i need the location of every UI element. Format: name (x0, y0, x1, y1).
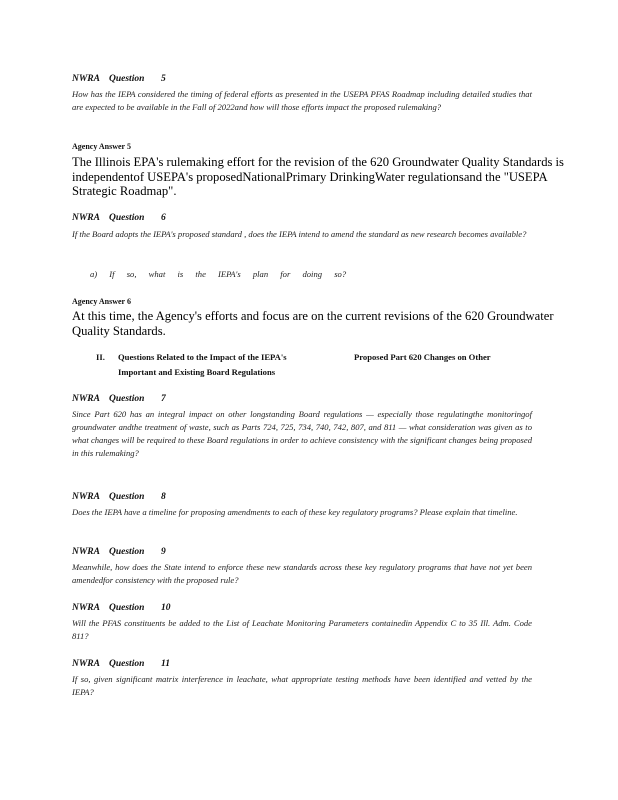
question-5-text: How has the IEPA considered the timing of federal efforts as presented in the USEPA PFAS Roadmap including detailed studies that are expected to be available in the Fall of 2022and how will those efforts impact the proposed rulemaking? (72, 89, 532, 112)
section-title-line1-left: Questions Related to the Impact of the IEPA's (118, 352, 287, 362)
question-org: NWRA (72, 603, 100, 613)
question-org: NWRA (72, 659, 100, 669)
question-11-heading (72, 659, 170, 669)
question-9-text: Meanwhile, how does the State intend to enforce these new standards across these key regulatory programs that have not yet been amendedfor consistency with the proposed rule? (72, 562, 532, 585)
question-number: 10 (161, 603, 171, 613)
question-number: 9 (161, 547, 166, 557)
answer-5-heading: Agency Answer 5 (72, 142, 131, 151)
question-6-subitem: a) If so, what is the IEPA's plan for doing so? (90, 269, 347, 279)
question-9-heading (72, 547, 166, 557)
question-org: NWRA (72, 74, 100, 84)
question-org: NWRA (72, 213, 100, 223)
question-6-heading (72, 213, 166, 223)
question-label: Question (109, 659, 145, 669)
answer-5-text: The Illinois EPA's rulemaking effort for the revision of the 620 Groundwater Quality Standards is independentof USEPA's proposedNationalPrimary DrinkingWater regulationsand the "USEPA Strategic Roadmap". (72, 155, 564, 198)
question-org: NWRA (72, 394, 100, 404)
question-7-text: Since Part 620 has an integral impact on other longstanding Board regulations — especially those regulatingthe monitoringof groundwater andthe treatment of waste, such as Parts 724, 725, 734, 740, 742, 807, and 811 — what consideration was given as to what changes will be required to these Board regulations in order to achieve consistency with the significant changes being proposed in this rulemaking? (72, 409, 532, 458)
question-8-heading (72, 492, 166, 502)
question-label: Question (109, 547, 145, 557)
section-title-line2: Important and Existing Board Regulations (118, 367, 276, 377)
question-label: Question (109, 603, 145, 613)
question-number: 7 (161, 394, 166, 404)
answer-6-text: At this time, the Agency's efforts and focus are on the current revisions of the 620 Groundwater Quality Standards. (72, 309, 554, 338)
question-number: 8 (161, 492, 166, 502)
question-org: NWRA (72, 547, 100, 557)
question-label: Question (109, 74, 145, 84)
section-title-line1-right: Proposed Part 620 Changes on Other (354, 352, 491, 362)
question-label: Question (109, 492, 145, 502)
answer-6-heading: Agency Answer 6 (72, 297, 131, 306)
question-11-text: If so, given significant matrix interference in leachate, what appropriate testing methods have been identified and vetted by the IEPA? (72, 674, 532, 697)
question-6-text: If the Board adopts the IEPA's proposed standard , does the IEPA intend to amend the standard as new research becomes available? (72, 229, 527, 239)
question-7-heading (72, 394, 166, 404)
question-number: 11 (161, 659, 170, 669)
question-number: 5 (161, 74, 166, 84)
question-10-heading (72, 603, 171, 613)
question-10-text: Will the PFAS constituents be added to the List of Leachate Monitoring Parameters containedin Appendix C to 35 Ill. Adm. Code 811? (72, 618, 532, 641)
section-numeral: II. (96, 352, 105, 362)
question-label: Question (109, 213, 145, 223)
question-label: Question (109, 394, 145, 404)
question-org: NWRA (72, 492, 100, 502)
question-8-text: Does the IEPA have a timeline for proposing amendments to each of these key regulatory programs? Please explain that timeline. (72, 507, 518, 517)
question-number: 6 (161, 213, 166, 223)
question-5-heading (72, 74, 166, 84)
